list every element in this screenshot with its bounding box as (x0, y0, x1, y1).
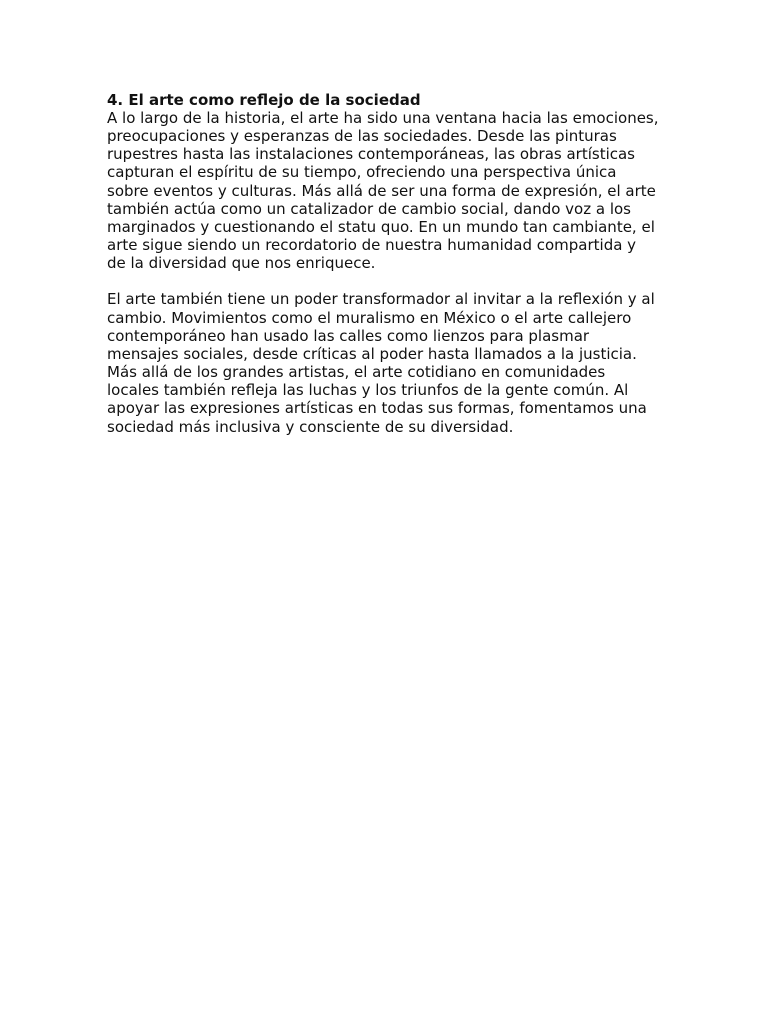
paragraph-line: preocupaciones y esperanzas de las sociedades. Desde las pinturas (107, 127, 617, 146)
paragraph-line: sobre eventos y culturas. Más allá de ser una forma de expresión, el arte (107, 181, 656, 200)
paragraph-line: El arte también tiene un poder transformador al invitar a la reflexión y al (107, 290, 655, 309)
document-page (107, 91, 707, 436)
paragraph-2 (107, 290, 707, 435)
paragraph-line: marginados y cuestionando el statu quo. En un mundo tan cambiante, el (107, 217, 655, 236)
section-title: 4. El arte como reflejo de la sociedad (107, 91, 421, 109)
paragraph-line: apoyar las expresiones artísticas en todas sus formas, fomentamos una (107, 399, 647, 418)
paragraph-1 (107, 109, 707, 272)
paragraph-line: contemporáneo han usado las calles como lienzos para plasmar (107, 326, 590, 345)
paragraph-line: también actúa como un catalizador de cambio social, dando voz a los (107, 199, 631, 218)
paragraph-line: locales también refleja las luchas y los triunfos de la gente común. Al (107, 381, 629, 400)
paragraph-line: rupestres hasta las instalaciones contemporáneas, las obras artísticas (107, 145, 635, 164)
paragraph-line: Más allá de los grandes artistas, el arte cotidiano en comunidades (107, 363, 606, 382)
paragraph-line: de la diversidad que nos enriquece. (107, 254, 376, 273)
paragraph-line: arte sigue siendo un recordatorio de nuestra humanidad compartida y (107, 236, 637, 255)
paragraph-line: capturan el espíritu de su tiempo, ofreciendo una perspectiva única (107, 163, 617, 182)
paragraph-line: A lo largo de la historia, el arte ha sido una ventana hacia las emociones, (107, 109, 659, 127)
paragraph-line: mensajes sociales, desde críticas al poder hasta llamados a la justicia. (107, 344, 637, 363)
paragraph-line: sociedad más inclusiva y consciente de su diversidad. (107, 417, 514, 436)
paragraph-line: cambio. Movimientos como el muralismo en México o el arte callejero (107, 308, 632, 327)
